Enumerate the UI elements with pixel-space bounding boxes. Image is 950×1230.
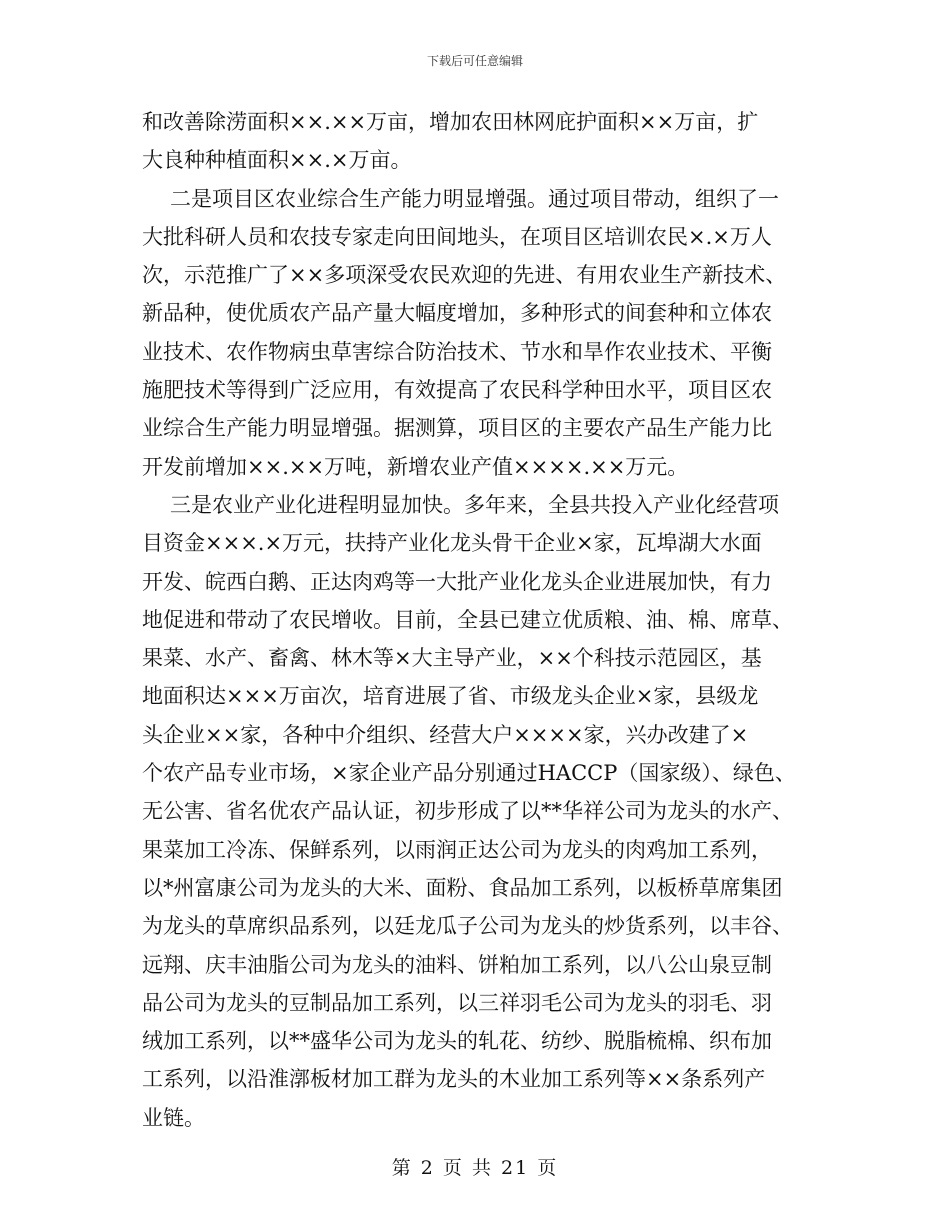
paragraph-start-line: 二是项目区农业综合生产能力明显增强。通过项目带动，组织了一 bbox=[170, 186, 779, 211]
text-line: 新品种，使优质农产品产量大幅度增加，多种形式的间套种和立体农 bbox=[142, 301, 772, 326]
text-line: 无公害、省名优农产品认证，初步形成了以**华祥公司为龙头的水产、 bbox=[142, 799, 793, 824]
text-line: 次，示范推广了××多项深受农民欢迎的先进、有用农业生产新技术、 bbox=[142, 263, 787, 288]
text-line: 果菜加工冷冻、保鲜系列，以雨润正达公司为龙头的肉鸡加工系列， bbox=[142, 837, 772, 862]
text-line: 为龙头的草席织品系列，以廷龙瓜子公司为龙头的炒货系列，以丰谷、 bbox=[142, 914, 793, 939]
text-line: 施肥技术等得到广泛应用，有效提高了农民科学种田水平，项目区农 bbox=[142, 378, 772, 403]
text-line: 绒加工系列，以**盛华公司为龙头的轧花、纺纱、脱脂梳棉、织布加 bbox=[142, 1029, 772, 1054]
text-line: 业综合生产能力明显增强。据测算，项目区的主要农产品生产能力比 bbox=[142, 416, 772, 441]
text-line: 果菜、水产、畜禽、林木等×大主导产业，××个科技示范园区，基 bbox=[142, 646, 762, 671]
paragraph-start-line: 三是农业产业化进程明显加快。多年来，全县共投入产业化经营项 bbox=[170, 492, 779, 517]
document-body bbox=[142, 103, 810, 1137]
text-line: 业链。 bbox=[142, 1105, 205, 1130]
text-line: 品公司为龙头的豆制品加工系列，以三祥羽毛公司为龙头的羽毛、羽 bbox=[142, 990, 772, 1015]
text-line: 地面积达×××万亩次，培育进展了省、市级龙头企业×家，县级龙 bbox=[142, 684, 759, 709]
page-header-note: 下载后可任意编辑 bbox=[426, 54, 523, 68]
text-line: 和改善除涝面积××.××万亩，增加农田林网庇护面积××万亩，扩 bbox=[142, 110, 759, 134]
text-line: 大批科研人员和农技专家走向田间地头，在项目区培训农民×.×万人 bbox=[142, 224, 772, 249]
text-line: 开发、皖西白鹅、正达肉鸡等一大批产业化龙头企业进展加快，有力 bbox=[142, 569, 772, 594]
text-line: 头企业××家，各种中介组织、经营大户××××家，兴办改建了× bbox=[142, 722, 749, 747]
text-line: 目资金×××.×万元，扶持产业化龙头骨干企业×家，瓦埠湖大水面 bbox=[142, 531, 762, 556]
text-line: 远翔、庆丰油脂公司为龙头的油料、饼粕加工系列，以八公山泉豆制 bbox=[142, 952, 772, 977]
text-line: 业技术、农作物病虫草害综合防治技术、节水和旱作农业技术、平衡 bbox=[142, 339, 772, 364]
text-line: 以*州富康公司为龙头的大米、面粉、食品加工系列，以板桥草席集团 bbox=[142, 875, 783, 900]
text-line: 开发前增加××.××万吨，新增农业产值××××.××万元。 bbox=[142, 454, 689, 479]
text-line: 工系列，以沿淮漷板材加工群为龙头的木业加工系列等××条系列产 bbox=[142, 1067, 766, 1092]
text-line: 大良种种植面积××.×万亩。 bbox=[142, 148, 412, 173]
page-number-footer: 第 2 页 共 21 页 bbox=[391, 1157, 559, 1179]
text-line: 地促进和带动了农民增收。目前，全县已建立优质粮、油、棉、席草、 bbox=[142, 607, 793, 632]
text-line: 个农产品专业市场，×家企业产品分别通过HACCP（国家级）、绿色、 bbox=[142, 761, 796, 786]
